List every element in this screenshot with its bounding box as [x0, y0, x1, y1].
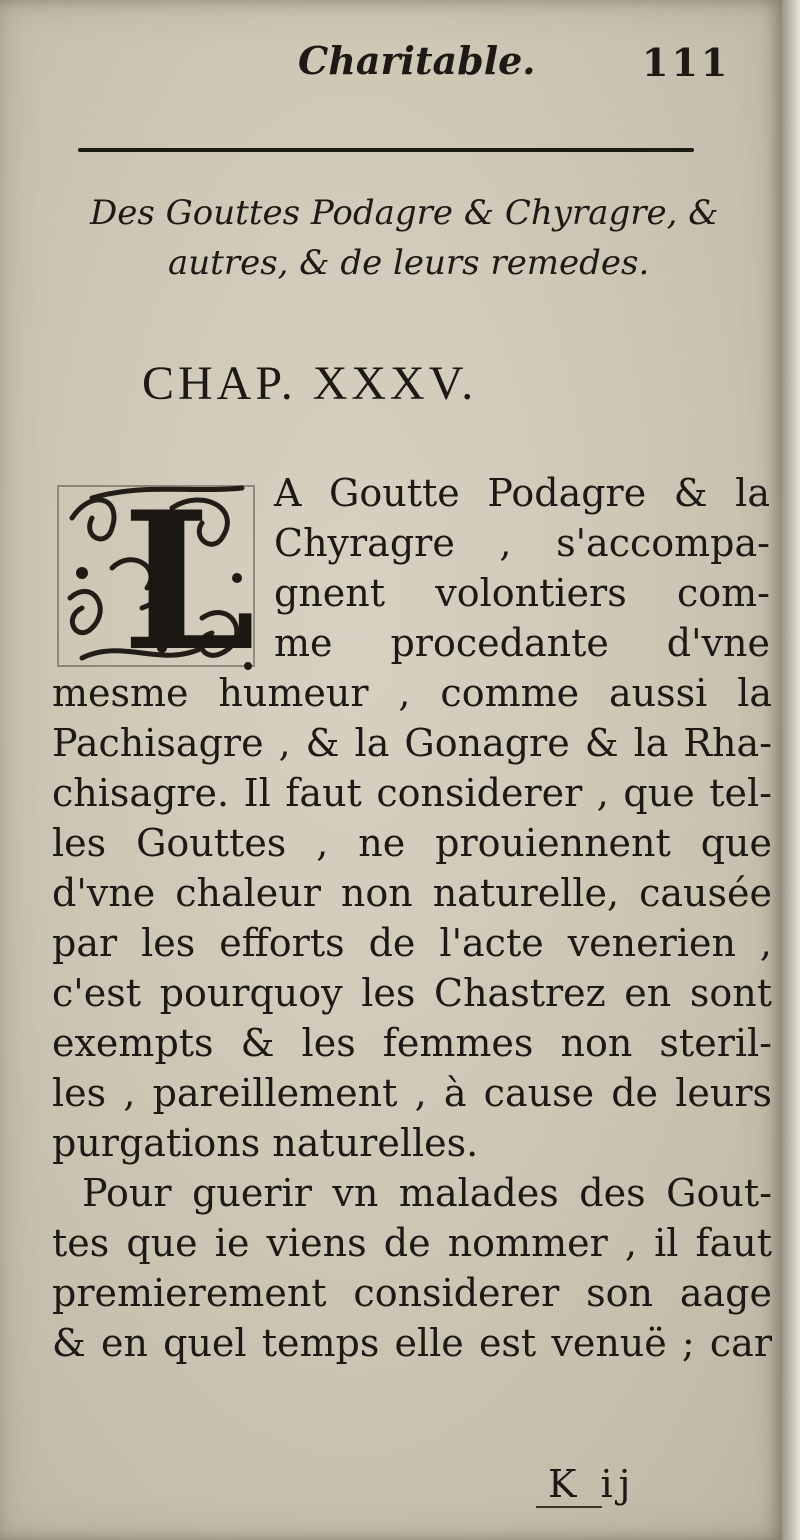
text-line: c'est pourquoy les Chastrez en sont	[52, 971, 772, 1015]
text-line: par les efforts de l'acte venerien ,	[52, 921, 772, 965]
drop-cap-letter: L	[122, 478, 256, 674]
text-line: les Gouttes , ne prouiennent que	[52, 821, 772, 865]
text-line: Chyragre , s'accompa-	[274, 521, 770, 565]
text-line: gnent volontiers com-	[274, 571, 770, 615]
signature-mark: K ij	[548, 1462, 637, 1506]
text-line: Pachisagre , & la Gonagre & la Rha-	[52, 721, 772, 765]
text-line: Pour guerir vn malades des Gout-	[82, 1171, 772, 1215]
text-line: tes que ie viens de nommer , il faut	[52, 1221, 772, 1265]
section-title-line-1: Des Gouttes Podagre & Chyragre, &	[90, 193, 719, 233]
header-rule	[78, 148, 694, 152]
running-head: Charitable.	[298, 38, 536, 83]
section-title-line-2: autres, & de leurs remedes.	[168, 243, 650, 283]
text-line: purgations naturelles.	[52, 1121, 479, 1165]
text-line: mesme humeur , comme aussi la	[52, 671, 772, 715]
text-line: me procedante d'vne	[274, 621, 770, 665]
page-edge	[782, 0, 800, 1540]
text-line: A Goutte Podagre & la	[274, 471, 770, 515]
signature-underline	[536, 1506, 602, 1508]
chapter-heading: CHAP. XXXV.	[142, 357, 478, 410]
body-text	[52, 468, 772, 1368]
text-line: exempts & les femmes non steril-	[52, 1021, 772, 1065]
text-line: chisagre. Il faut considerer , que tel-	[52, 771, 772, 815]
page-number: 111	[642, 40, 731, 85]
text-line: & en quel temps elle est venuë ; car	[52, 1321, 772, 1365]
text-line: d'vne chaleur non naturelle, causée	[52, 871, 772, 915]
section-title	[90, 188, 770, 288]
page-header	[0, 30, 782, 100]
text-line: les , pareillement , à cause de leurs	[52, 1071, 772, 1115]
text-line: premierement considerer son aage	[52, 1271, 772, 1315]
